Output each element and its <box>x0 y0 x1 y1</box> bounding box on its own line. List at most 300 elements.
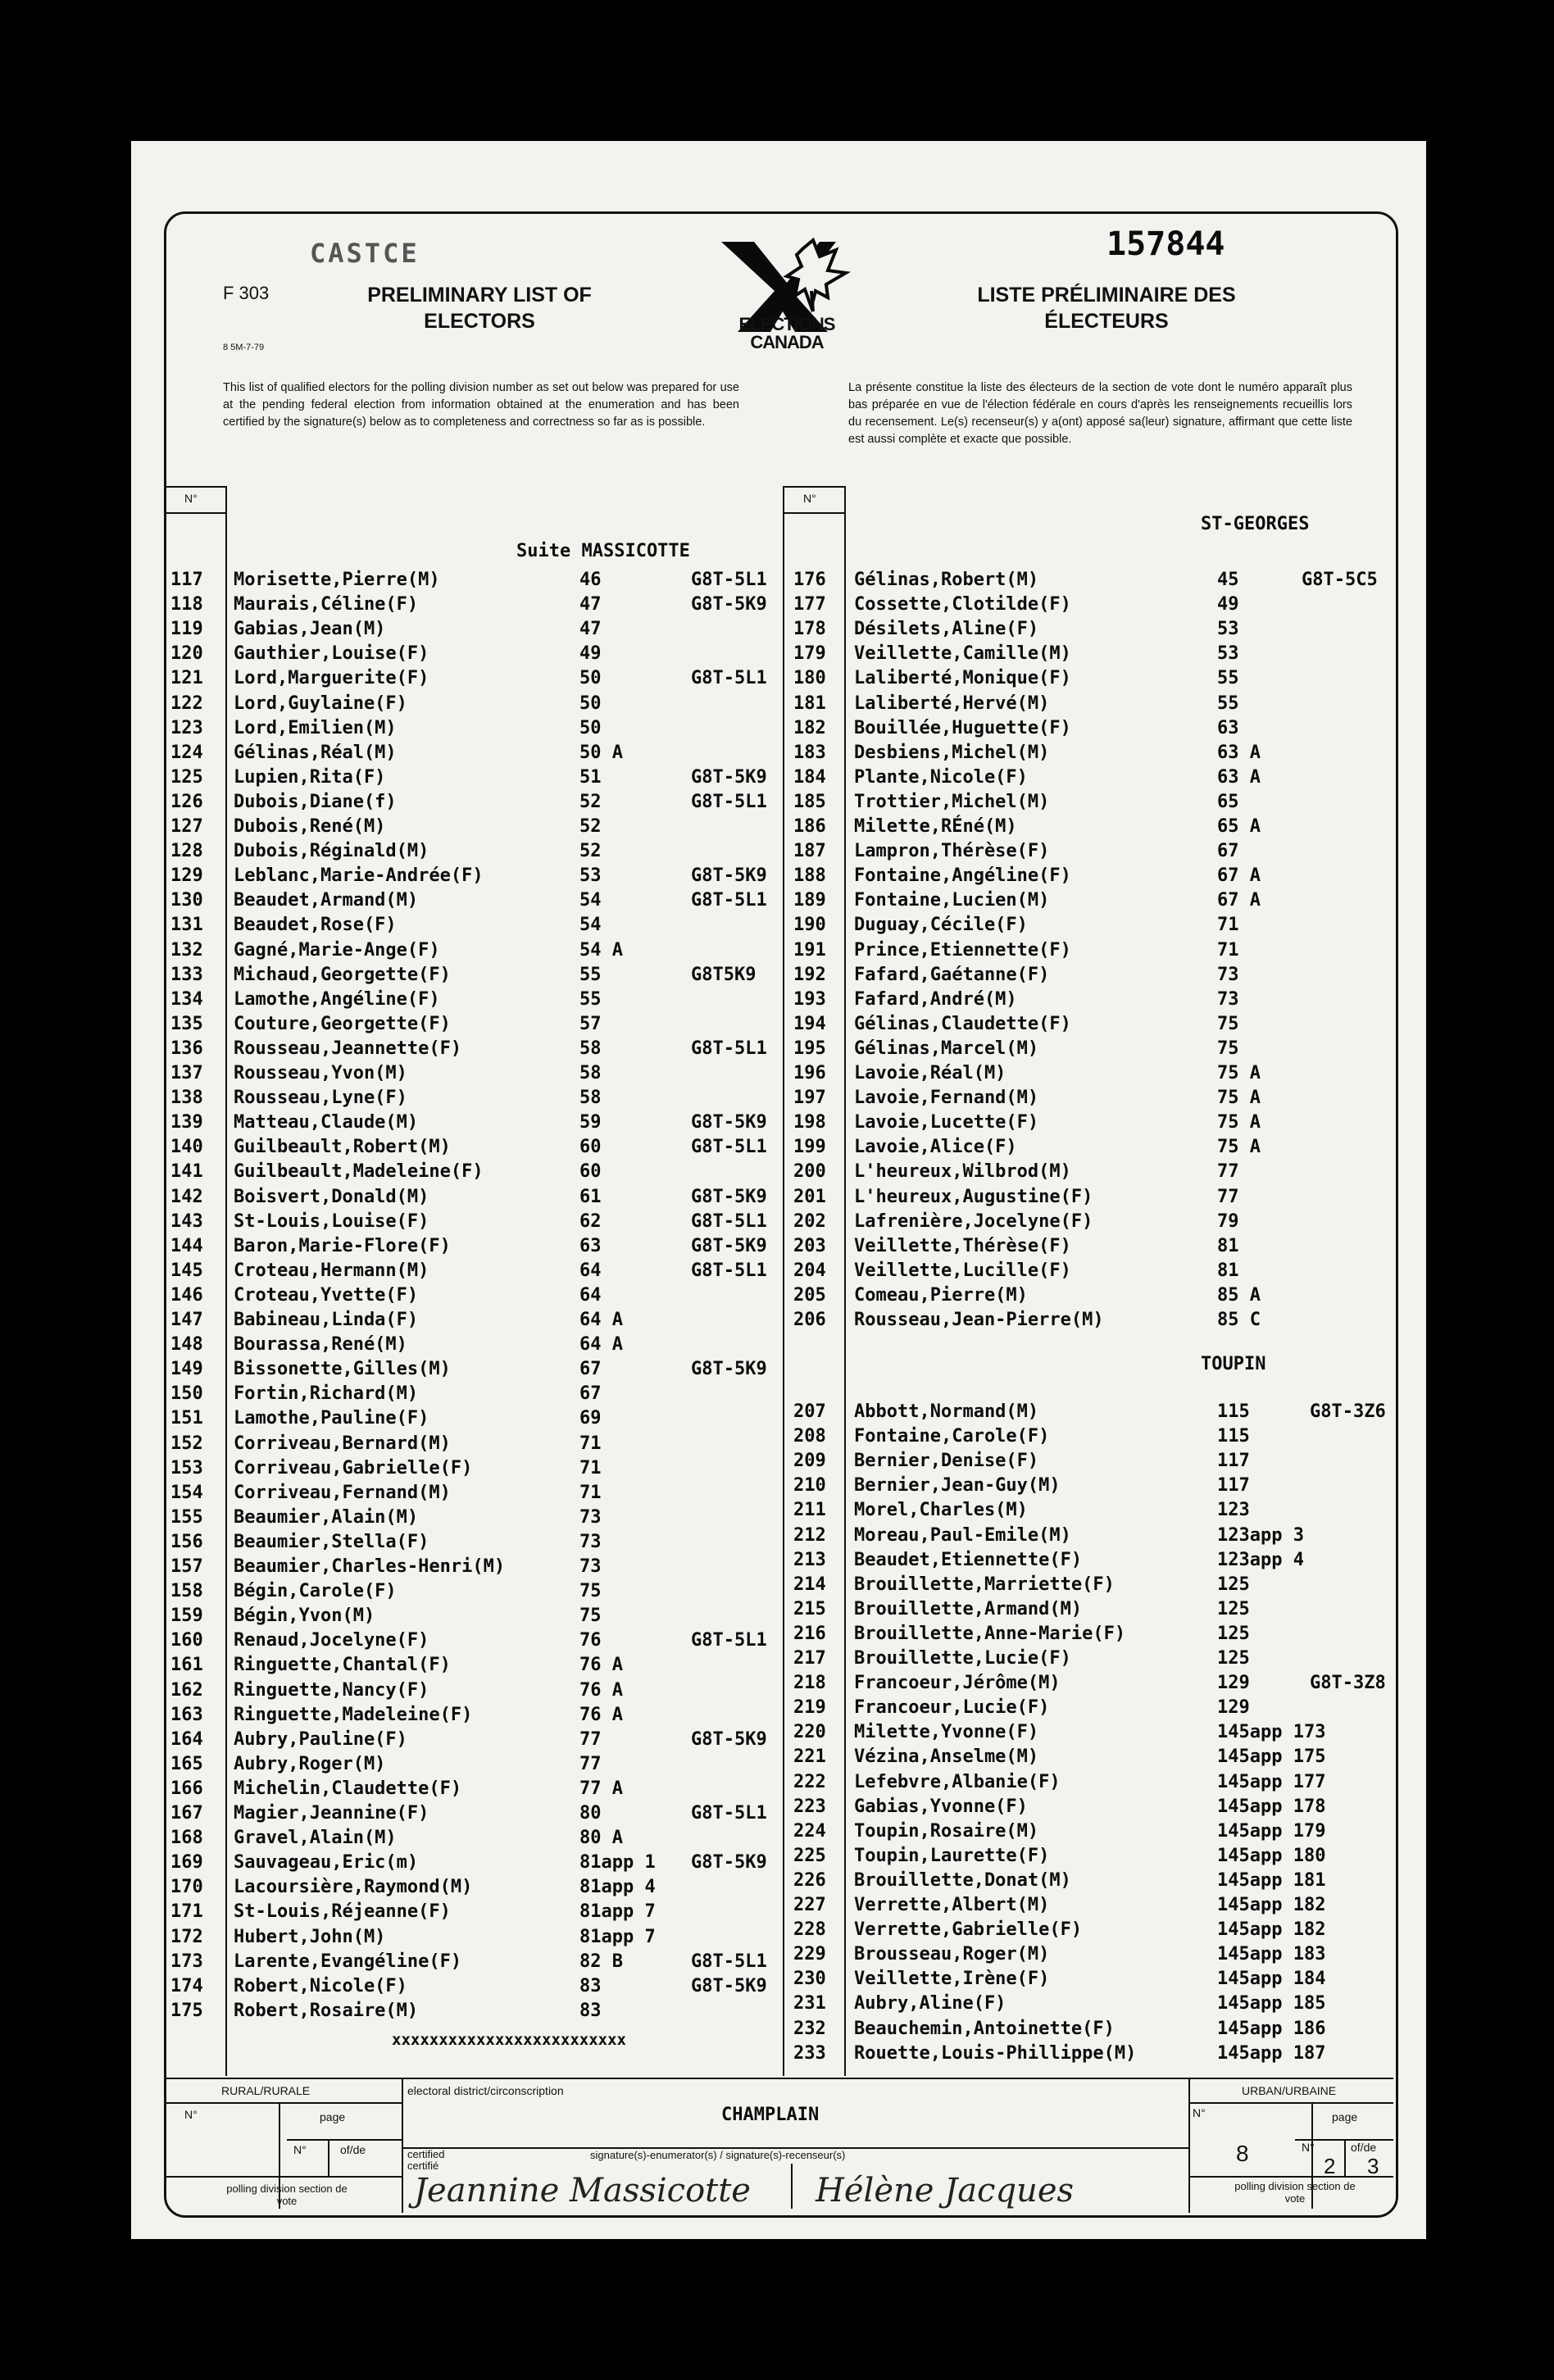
rural-page-label: page <box>320 2110 346 2123</box>
elector-address: 52 <box>579 791 602 812</box>
elector-no: 133 <box>170 964 203 985</box>
rule <box>1188 2078 1190 2213</box>
elector-no: 147 <box>170 1310 203 1330</box>
elector-address: 47 <box>579 619 602 640</box>
signature-label: signature(s)-enumerator(s) / signature(s)-recenseur(s) <box>590 2149 846 2161</box>
elector-postal: G8T-3Z8 <box>1310 1673 1386 1694</box>
elector-no: 164 <box>170 1728 203 1750</box>
elector-address: 81app 4 <box>579 1877 656 1898</box>
elector-name: Lavoie,Fernand(M) <box>854 1088 1039 1109</box>
urban-of-label: of/de <box>1351 2141 1377 2154</box>
elector-address: 81 <box>1217 1260 1239 1281</box>
elector-no: 188 <box>793 865 826 887</box>
elector-no: 118 <box>170 594 203 615</box>
elector-address: 53 <box>579 865 602 887</box>
elector-no: 144 <box>170 1235 203 1256</box>
elector-address: 85 C <box>1217 1310 1261 1330</box>
elector-name: Beaudet,Etiennette(F) <box>854 1549 1083 1570</box>
elector-postal: G8T-5L1 <box>691 570 767 590</box>
elector-address: 75 A <box>1217 1088 1261 1109</box>
elector-no: 157 <box>170 1556 203 1577</box>
elector-no: 230 <box>793 1969 826 1990</box>
elector-no: 123 <box>170 717 203 738</box>
intro-english: This list of qualified electors for the polling division number as set out below was prepared for use at the pending federal election from information obtained at the enumeration and has been certified by the signature(s) below as to completeness and correctness so far as is possible. <box>223 381 739 429</box>
elector-name: Vézina,Anselme(M) <box>854 1746 1039 1768</box>
urban-page-total: 3 <box>1367 2154 1379 2178</box>
elector-no: 210 <box>793 1475 826 1497</box>
elector-no: 192 <box>793 964 826 985</box>
elector-address: 60 <box>579 1161 602 1183</box>
elector-no: 151 <box>170 1408 203 1429</box>
elector-address: 73 <box>579 1531 602 1552</box>
elector-no: 225 <box>793 1845 826 1866</box>
elector-address: 65 A <box>1217 816 1261 837</box>
elector-name: Lord,Emilien(M) <box>234 717 397 738</box>
elector-address: 125 <box>1217 1598 1250 1619</box>
elector-no: 233 <box>793 2042 826 2064</box>
elector-name: Gravel,Alain(M) <box>234 1828 397 1849</box>
rural-of-label: of/de <box>340 2143 366 2156</box>
elector-postal: G8T-5C5 <box>1302 570 1378 590</box>
elector-no: 204 <box>793 1260 826 1281</box>
elector-name: Fafard,André(M) <box>854 988 1017 1010</box>
elector-no: 226 <box>793 1869 826 1891</box>
elector-name: Morisette,Pierre(M) <box>234 570 440 590</box>
elector-no: 177 <box>793 594 826 615</box>
elector-name: Abbott,Normand(M) <box>854 1401 1039 1422</box>
elector-name: Corriveau,Bernard(M) <box>234 1433 451 1454</box>
elector-name: L'heureux,Augustine(F) <box>854 1186 1093 1207</box>
elector-name: Magier,Jeannine(F) <box>234 1803 429 1824</box>
elector-name: Ringuette,Nancy(F) <box>234 1679 429 1701</box>
elector-no: 180 <box>793 668 826 689</box>
elector-no: 199 <box>793 1137 826 1158</box>
elector-no: 181 <box>793 693 826 714</box>
elector-address: 125 <box>1217 1623 1250 1644</box>
elector-name: Gagné,Marie-Ange(F) <box>234 939 440 961</box>
elector-address: 71 <box>579 1433 602 1454</box>
elector-name: Larente,Evangéline(F) <box>234 1951 462 1972</box>
elector-postal: G8T-5L1 <box>691 1260 767 1281</box>
enumerator-signature-1: Jeannine Massicotte <box>414 2172 751 2210</box>
elector-name: Dubois,Diane(f) <box>234 791 397 812</box>
elector-no: 193 <box>793 988 826 1010</box>
elector-name: Sauvageau,Eric(m) <box>234 1852 419 1874</box>
title-fr: LISTE PRÉLIMINAIRE DES ÉLECTEURS <box>977 284 1236 333</box>
elector-no: 163 <box>170 1704 203 1725</box>
elector-no: 221 <box>793 1746 826 1768</box>
elector-name: Brouillette,Marriette(F) <box>854 1574 1115 1595</box>
elector-no: 232 <box>793 2018 826 2039</box>
elector-postal: G8T-5K9 <box>691 865 767 887</box>
elector-no: 138 <box>170 1088 203 1109</box>
elector-name: Cossette,Clotilde(F) <box>854 594 1071 615</box>
signature-divider <box>791 2164 793 2209</box>
elector-postal: G8T-5L1 <box>691 1210 767 1232</box>
elector-no: 172 <box>170 1926 203 1947</box>
elector-address: 61 <box>579 1186 602 1207</box>
street-header-massicotte: Suite MASSICOTTE <box>516 541 690 561</box>
elector-name: Gauthier,Louise(F) <box>234 643 429 665</box>
elector-address: 71 <box>1217 915 1239 936</box>
elector-address: 63 A <box>1217 766 1261 788</box>
elector-name: Veillette,Thérèse(F) <box>854 1235 1071 1256</box>
elector-name: Rousseau,Jean-Pierre(M) <box>854 1310 1104 1330</box>
elector-name: Boisvert,Donald(M) <box>234 1186 429 1207</box>
elector-name: Bégin,Carole(F) <box>234 1581 397 1602</box>
elector-no: 215 <box>793 1598 826 1619</box>
elector-address: 64 <box>579 1260 602 1281</box>
elector-no: 179 <box>793 643 826 665</box>
elector-no: 212 <box>793 1524 826 1546</box>
elector-no: 190 <box>793 915 826 936</box>
elector-postal: G8T-5K9 <box>691 1186 767 1207</box>
elector-address: 46 <box>579 570 602 590</box>
elector-address: 145app 185 <box>1217 1993 1326 2014</box>
elector-no: 124 <box>170 742 203 763</box>
elector-name: Fontaine,Carole(F) <box>854 1426 1050 1447</box>
elector-address: 60 <box>579 1137 602 1158</box>
elector-address: 75 <box>579 1581 602 1602</box>
elector-name: Lavoie,Lucette(F) <box>854 1112 1039 1133</box>
elector-no: 171 <box>170 1901 203 1923</box>
elector-no: 209 <box>793 1451 826 1472</box>
elector-no: 129 <box>170 865 203 887</box>
no-header-right: N° <box>803 492 816 505</box>
elector-name: Bourassa,René(M) <box>234 1334 407 1356</box>
elector-address: 73 <box>579 1556 602 1577</box>
elector-address: 67 A <box>1217 890 1261 911</box>
elector-address: 58 <box>579 1088 602 1109</box>
elector-address: 55 <box>1217 693 1239 714</box>
elector-address: 81app 1 <box>579 1852 656 1874</box>
elector-address: 55 <box>579 964 602 985</box>
elector-no: 211 <box>793 1500 826 1521</box>
elector-name: Babineau,Linda(F) <box>234 1310 419 1330</box>
elector-name: Francoeur,Jérôme(M) <box>854 1673 1061 1694</box>
elector-name: Bégin,Yvon(M) <box>234 1606 375 1627</box>
enumerator-signature-2: Hélène Jacques <box>816 2172 1075 2210</box>
elector-postal: G8T-5L1 <box>691 1803 767 1824</box>
elector-no: 119 <box>170 619 203 640</box>
elector-address: 52 <box>579 816 602 837</box>
elector-address: 64 A <box>579 1334 623 1356</box>
elector-address: 76 <box>579 1630 602 1651</box>
elector-name: Corriveau,Gabrielle(F) <box>234 1457 473 1478</box>
elector-no: 198 <box>793 1112 826 1133</box>
street-header-toupin: TOUPIN <box>1201 1354 1266 1374</box>
elector-name: Veillette,Camille(M) <box>854 643 1071 665</box>
elector-postal: G8T5K9 <box>691 964 757 985</box>
elector-name: Lamothe,Pauline(F) <box>234 1408 429 1429</box>
elector-name: Robert,Rosaire(M) <box>234 2000 419 2021</box>
elector-no: 131 <box>170 915 203 936</box>
elector-no: 136 <box>170 1038 203 1059</box>
elector-name: Gélinas,Marcel(M) <box>854 1038 1039 1059</box>
elector-postal: G8T-3Z6 <box>1310 1401 1386 1422</box>
elector-address: 53 <box>1217 643 1239 665</box>
stamp-text: CASTCE <box>310 238 420 269</box>
elector-name: Beauchemin,Antoinette(F) <box>854 2018 1115 2039</box>
elector-address: 123app 3 <box>1217 1524 1304 1546</box>
elector-address: 54 <box>579 890 602 911</box>
elector-no: 134 <box>170 988 203 1010</box>
elector-address: 145app 175 <box>1217 1746 1326 1768</box>
elector-no: 167 <box>170 1803 203 1824</box>
elector-name: Francoeur,Lucie(F) <box>854 1697 1050 1719</box>
elector-address: 145app 178 <box>1217 1796 1326 1817</box>
elector-no: 183 <box>793 742 826 763</box>
elector-address: 76 A <box>579 1655 623 1676</box>
elector-address: 59 <box>579 1112 602 1133</box>
footer-top-rule <box>164 2078 1393 2079</box>
district-label: electoral district/circonscription <box>407 2084 564 2097</box>
elector-postal: G8T-5K9 <box>691 1852 767 1874</box>
elector-postal: G8T-5K9 <box>691 1359 767 1380</box>
elector-no: 137 <box>170 1063 203 1083</box>
elector-no: 160 <box>170 1630 203 1651</box>
elector-name: Fortin,Richard(M) <box>234 1383 419 1405</box>
elector-no: 155 <box>170 1506 203 1528</box>
urban-polling-number: 8 <box>1236 2141 1249 2166</box>
elector-address: 51 <box>579 766 602 788</box>
elector-address: 64 <box>579 1284 602 1306</box>
elector-no: 218 <box>793 1673 826 1694</box>
elector-postal: G8T-5L1 <box>691 668 767 689</box>
elector-address: 81app 7 <box>579 1901 656 1923</box>
elector-no: 222 <box>793 1771 826 1792</box>
elector-name: Lacoursière,Raymond(M) <box>234 1877 473 1898</box>
elector-address: 62 <box>579 1210 602 1232</box>
elector-address: 81 <box>1217 1235 1239 1256</box>
elector-name: Gélinas,Claudette(F) <box>854 1013 1071 1034</box>
rule <box>287 2139 402 2141</box>
elector-no: 152 <box>170 1433 203 1454</box>
elector-name: Dubois,René(M) <box>234 816 386 837</box>
elector-no: 166 <box>170 1778 203 1799</box>
elector-name: Aubry,Pauline(F) <box>234 1728 407 1750</box>
elector-address: 77 <box>1217 1161 1239 1183</box>
elector-postal: G8T-5L1 <box>691 1137 767 1158</box>
elector-no: 202 <box>793 1210 826 1232</box>
elector-name: Trottier,Michel(M) <box>854 791 1050 812</box>
elector-name: Brousseau,Roger(M) <box>854 1944 1050 1965</box>
elector-address: 52 <box>579 841 602 862</box>
elector-address: 67 <box>1217 841 1239 862</box>
elector-name: Leblanc,Marie-Andrée(F) <box>234 865 484 887</box>
elector-address: 145app 186 <box>1217 2018 1326 2039</box>
elector-address: 82 B <box>579 1951 623 1972</box>
elector-name: Lavoie,Réal(M) <box>854 1063 1006 1083</box>
rule <box>1344 2139 1346 2176</box>
elector-no: 205 <box>793 1284 826 1306</box>
elector-address: 145app 179 <box>1217 1820 1326 1842</box>
elector-name: Rousseau,Jeannette(F) <box>234 1038 462 1059</box>
elector-name: Milette,Yvonne(F) <box>854 1722 1039 1743</box>
elector-name: Veillette,Irène(F) <box>854 1969 1050 1990</box>
rural-no-label: N° <box>184 2108 198 2121</box>
elector-name: Milette,RÉné(M) <box>854 816 1017 837</box>
elector-name: St-Louis,Louise(F) <box>234 1210 429 1232</box>
elector-name: Lefebvre,Albanie(F) <box>854 1771 1061 1792</box>
rural-label: RURAL/RURALE <box>221 2084 311 2097</box>
elector-address: 71 <box>579 1482 602 1503</box>
elector-name: Lamothe,Angéline(F) <box>234 988 440 1010</box>
elector-name: Fontaine,Lucien(M) <box>854 890 1050 911</box>
elector-no: 206 <box>793 1310 826 1330</box>
title-en: PRELIMINARY LIST OF ELECTORS <box>367 284 592 333</box>
elector-name: Gabias,Yvonne(F) <box>854 1796 1028 1817</box>
elector-address: 83 <box>579 1975 602 1996</box>
elector-no: 159 <box>170 1606 203 1627</box>
elector-address: 77 A <box>579 1778 623 1799</box>
elector-address: 55 <box>1217 668 1239 689</box>
elector-no: 145 <box>170 1260 203 1281</box>
elector-no: 196 <box>793 1063 826 1083</box>
elector-name: Moreau,Paul-Emile(M) <box>854 1524 1071 1546</box>
elector-name: Gélinas,Réal(M) <box>234 742 397 763</box>
elector-name: Lafrenière,Jocelyne(F) <box>854 1210 1093 1232</box>
elector-name: Rouette,Louis-Phillippe(M) <box>854 2042 1137 2064</box>
elector-address: 145app 180 <box>1217 1845 1326 1866</box>
elector-no: 178 <box>793 619 826 640</box>
elector-no: 158 <box>170 1581 203 1602</box>
elections-canada-logo <box>705 234 869 357</box>
elector-address: 80 A <box>579 1828 623 1849</box>
elector-no: 189 <box>793 890 826 911</box>
elector-no: 162 <box>170 1679 203 1701</box>
elector-name: Laliberté,Hervé(M) <box>854 693 1050 714</box>
elector-address: 117 <box>1217 1475 1250 1497</box>
elector-address: 73 <box>579 1506 602 1528</box>
no-header-left: N° <box>184 492 198 505</box>
elector-no: 182 <box>793 717 826 738</box>
urban-label: URBAN/URBAINE <box>1242 2084 1337 2097</box>
elector-no: 186 <box>793 816 826 837</box>
elector-name: Corriveau,Fernand(M) <box>234 1482 451 1503</box>
elector-address: 75 <box>579 1606 602 1627</box>
elector-name: Verrette,Gabrielle(F) <box>854 1919 1083 1941</box>
elector-name: L'heureux,Wilbrod(M) <box>854 1161 1071 1183</box>
rule <box>402 2078 403 2213</box>
elector-name: Michelin,Claudette(F) <box>234 1778 462 1799</box>
elector-name: Brouillette,Donat(M) <box>854 1869 1071 1891</box>
elector-address: 55 <box>579 988 602 1010</box>
elector-name: St-Louis,Réjeanne(F) <box>234 1901 451 1923</box>
elector-name: Veillette,Lucille(F) <box>854 1260 1071 1281</box>
rule <box>783 486 844 488</box>
elector-no: 117 <box>170 570 203 590</box>
elector-name: Bernier,Denise(F) <box>854 1451 1039 1472</box>
elector-no: 143 <box>170 1210 203 1232</box>
elector-no: 130 <box>170 890 203 911</box>
elector-no: 122 <box>170 693 203 714</box>
elector-no: 165 <box>170 1753 203 1774</box>
elector-address: 75 A <box>1217 1137 1261 1158</box>
rule <box>164 2102 402 2104</box>
elector-no: 126 <box>170 791 203 812</box>
elector-no: 154 <box>170 1482 203 1503</box>
urban-page-label: page <box>1332 2110 1358 2123</box>
elector-address: 65 <box>1217 791 1239 812</box>
elector-address: 76 A <box>579 1679 623 1701</box>
elector-address: 145app 182 <box>1217 1895 1326 1915</box>
elector-name: Bissonette,Gilles(M) <box>234 1359 451 1380</box>
elector-name: Hubert,John(M) <box>234 1926 386 1947</box>
elector-name: Désilets,Aline(F) <box>854 619 1039 640</box>
elector-no: 132 <box>170 939 203 961</box>
elector-name: Ringuette,Madeleine(F) <box>234 1704 473 1725</box>
elector-no: 213 <box>793 1549 826 1570</box>
elector-no: 194 <box>793 1013 826 1034</box>
elector-address: 54 A <box>579 939 623 961</box>
elector-name: Lupien,Rita(F) <box>234 766 386 788</box>
rural-page-no-label: N° <box>293 2143 307 2156</box>
elector-address: 75 A <box>1217 1112 1261 1133</box>
elector-address: 115 <box>1217 1426 1250 1447</box>
elector-address: 129 <box>1217 1697 1250 1719</box>
elector-no: 149 <box>170 1359 203 1380</box>
urban-page-number: 2 <box>1324 2154 1336 2178</box>
form-number: F 303 <box>223 283 270 303</box>
elector-no: 173 <box>170 1951 203 1972</box>
elector-address: 67 <box>579 1359 602 1380</box>
logo-text: ELECTIONS CANADA <box>738 314 835 352</box>
serial-number: 157844 <box>1106 225 1225 263</box>
elector-address: 75 <box>1217 1013 1239 1034</box>
elector-postal: G8T-5L1 <box>691 890 767 911</box>
elector-address: 129 <box>1217 1673 1250 1694</box>
urban-polling-division: polling division section de vote <box>1234 2180 1356 2205</box>
rule <box>164 2176 402 2178</box>
elector-name: Matteau,Claude(M) <box>234 1112 419 1133</box>
elector-name: Beaumier,Charles-Henri(M) <box>234 1556 506 1577</box>
elector-no: 217 <box>793 1648 826 1669</box>
elector-address: 63 <box>579 1235 602 1256</box>
elector-address: 85 A <box>1217 1284 1261 1306</box>
elector-no: 153 <box>170 1457 203 1478</box>
elector-name: Laliberté,Monique(F) <box>854 668 1071 689</box>
elector-name: Renaud,Jocelyne(F) <box>234 1630 429 1651</box>
elector-address: 125 <box>1217 1574 1250 1595</box>
elector-name: Toupin,Rosaire(M) <box>854 1820 1039 1842</box>
elector-name: Verrette,Albert(M) <box>854 1895 1050 1915</box>
elector-no: 231 <box>793 1993 826 2014</box>
elector-postal: G8T-5L1 <box>691 1038 767 1059</box>
elector-address: 80 <box>579 1803 602 1824</box>
elector-name: Aubry,Aline(F) <box>854 1993 1006 2014</box>
elector-name: Croteau,Yvette(F) <box>234 1284 419 1306</box>
elector-name: Beaumier,Alain(M) <box>234 1506 419 1528</box>
elector-address: 115 <box>1217 1401 1250 1422</box>
elector-no: 224 <box>793 1820 826 1842</box>
middle-rule <box>783 486 784 2076</box>
elector-address: 75 <box>1217 1038 1239 1059</box>
elector-address: 47 <box>579 594 602 615</box>
elector-no: 150 <box>170 1383 203 1405</box>
elector-name: Beaudet,Armand(M) <box>234 890 419 911</box>
elector-address: 117 <box>1217 1451 1250 1472</box>
elector-no: 127 <box>170 816 203 837</box>
elector-postal: G8T-5K9 <box>691 1112 767 1133</box>
elector-no: 184 <box>793 766 826 788</box>
elector-name: Fafard,Gaétanne(F) <box>854 964 1050 985</box>
elector-no: 227 <box>793 1895 826 1915</box>
elector-name: Plante,Nicole(F) <box>854 766 1028 788</box>
elector-address: 77 <box>579 1753 602 1774</box>
rule <box>166 512 227 514</box>
elector-name: Dubois,Réginald(M) <box>234 841 429 862</box>
